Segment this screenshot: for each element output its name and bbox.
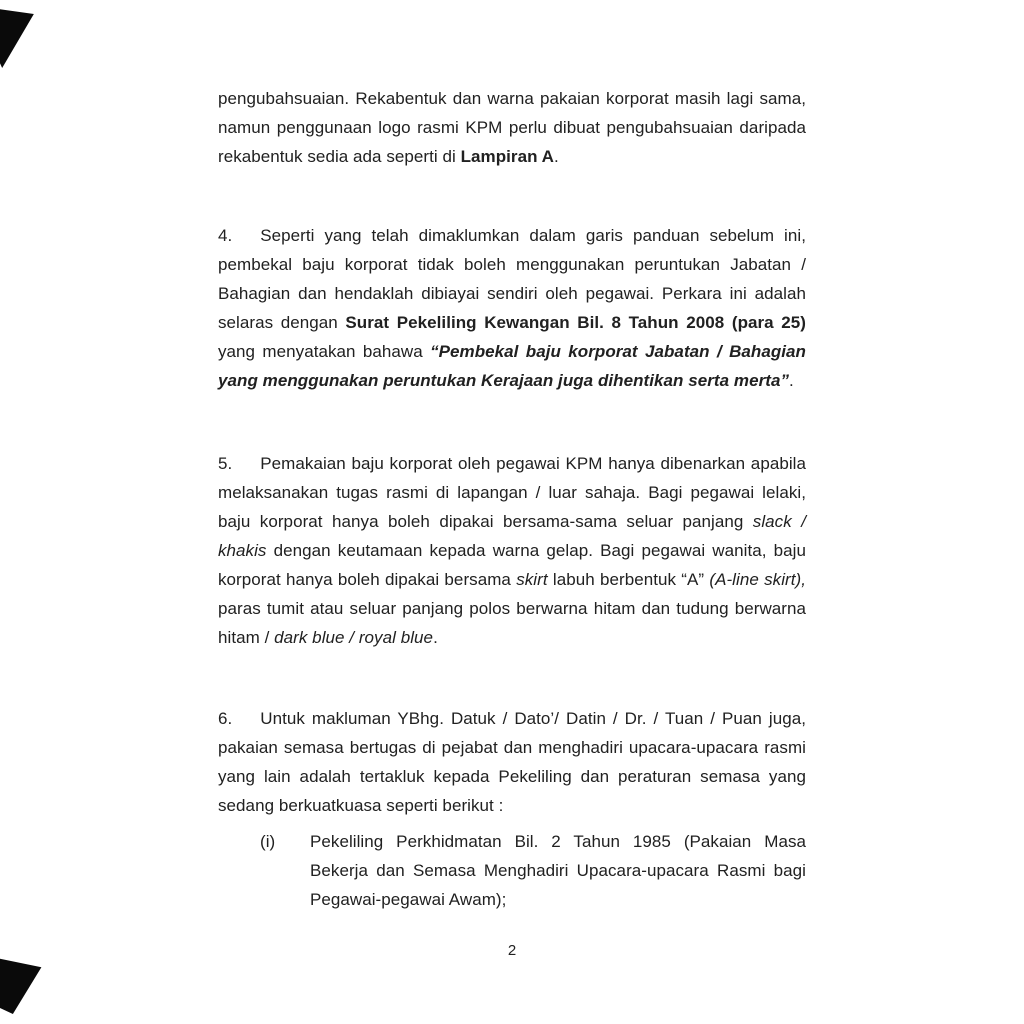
body-text: . — [553, 147, 559, 166]
body-text: . — [433, 628, 438, 647]
paragraph-number: 6. — [218, 709, 233, 728]
body-text: yang menyatakan bahawa — [218, 342, 431, 361]
paragraph-6 — [218, 704, 806, 820]
paragraph-continuation — [218, 84, 806, 171]
tab-spacer — [232, 723, 260, 724]
body-text: paras tumit atau seluar panjang polos berwarna hitam dan tudung berwarna hitam / — [218, 599, 806, 647]
body-text: Untuk makluman YBhg. Datuk / Dato’/ Datin / Dr. / Tuan / Puan juga, pakaian semasa bertugas di pejabat dan menghadiri upacara-upacara rasmi yang lain adalah tertakluk kepada Pekeliling dan peraturan semasa yang sedang berkuatkuasa seperti berikut : — [218, 709, 806, 815]
body-text: Seperti yang telah dimaklumkan dalam garis panduan sebelum ini, pembekal baju korporat tidak boleh menggunakan peruntukan Jabatan / Bahagian dan hendaklah dibiayai sendiri oleh pegawai. Perkara ini adalah selaras dengan — [218, 226, 806, 332]
body-text: . — [789, 371, 794, 390]
bold-text-lampiran-a: Lampiran A — [460, 147, 554, 166]
paragraph-5 — [218, 449, 806, 652]
paragraph-number: 4. — [218, 226, 233, 245]
italic-text-dark-blue: dark blue / royal blue — [274, 628, 434, 647]
body-text: Pemakaian baju korporat oleh pegawai KPM hanya dibenarkan apabila melaksanakan tugas rasmi di lapangan / luar sahaja. Bagi pegawai lelaki, baju korporat hanya boleh dipakai bersama-sama seluar panjang — [218, 454, 806, 531]
bold-text-surat-pekeliling: Surat Pekeliling Kewangan Bil. 8 Tahun 2008 (para 25) — [345, 313, 807, 332]
paragraph-4 — [218, 221, 806, 395]
tab-spacer — [232, 468, 260, 469]
body-text: dengan keutamaan kepada warna gelap. Bagi pegawai wanita, baju korporat hanya boleh dipakai bersama — [218, 541, 806, 589]
italic-text-a-line-skirt: (A-line skirt), — [709, 570, 806, 589]
list-item-i — [218, 827, 806, 914]
body-text: pengubahsuaian. Rekabentuk dan warna pakaian korporat masih lagi sama, namun penggunaan logo rasmi KPM perlu dibuat pengubahsuaian daripada rekabentuk sedia ada seperti di — [218, 89, 806, 166]
paragraph-number: 5. — [218, 454, 233, 473]
italic-text-skirt: skirt — [516, 570, 548, 589]
tab-spacer — [232, 240, 260, 241]
italic-text-slack-khakis: slack / khakis — [218, 512, 807, 560]
page-number: 2 — [507, 942, 517, 959]
body-text: labuh berbentuk “A” — [547, 570, 710, 589]
bold-italic-quote: “Pembekal baju korporat Jabatan / Bahagian yang menggunakan peruntukan Kerajaan juga dihentikan serta merta” — [218, 342, 806, 390]
list-item-text: Pekeliling Perkhidmatan Bil. 2 Tahun 1985 (Pakaian Masa Bekerja dan Semasa Menghadiri Upacara-upacara Rasmi bagi Pegawai-pegawai Awam); — [310, 832, 806, 909]
list-item-marker: (i) — [260, 832, 276, 851]
